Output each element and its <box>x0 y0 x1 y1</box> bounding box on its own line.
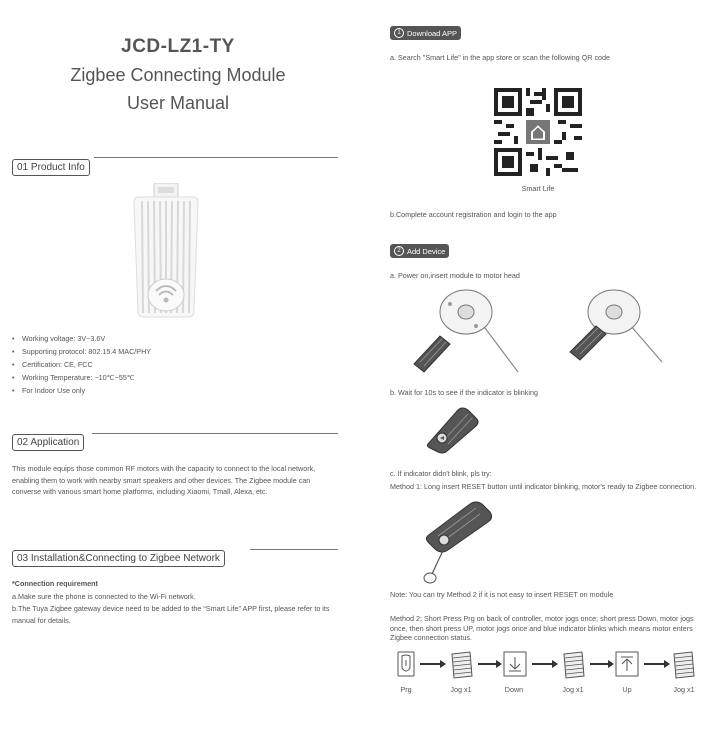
motor-jog-icon <box>564 652 584 678</box>
section-divider <box>250 549 338 550</box>
arrow-icon <box>420 660 446 668</box>
add-device-step-b: b. Wait for 10s to see if the indicator is blinking <box>390 388 538 397</box>
arrow-icon <box>532 660 558 668</box>
download-app-pill <box>390 26 461 40</box>
manual-subtitle: Zigbee Connecting Module <box>70 65 286 85</box>
download-step-b: b.Complete account registration and login to the app <box>390 210 557 219</box>
up-button-icon <box>616 652 638 676</box>
method-1-text: Method 1: Long insert RESET button until indicator blinking, motor's ready to Zigbee connection. <box>390 482 697 491</box>
add-device-label: Add Device <box>407 246 446 256</box>
sequence-label-down: Down <box>504 685 524 694</box>
connection-line-b: b.The Tuya Zigbee gateway device need to be added to the “Smart Life” APP first, please refer to its manual for details. <box>12 604 330 625</box>
section-product-info-heading: 01 Product Info <box>12 159 90 176</box>
add-device-step-c: c. If indicator didn't blink, pls try: <box>390 469 492 478</box>
qr-code-image <box>494 88 582 176</box>
sequence-label-up: Up <box>622 685 632 694</box>
spec-item: • For Indoor Use only <box>12 384 151 397</box>
connection-heading: *Connection requirement <box>12 579 98 588</box>
zigbee-module-image <box>128 183 204 319</box>
section-divider <box>94 157 338 158</box>
product-specs-list <box>12 332 151 397</box>
reset-pin-image <box>414 500 498 586</box>
add-device-pill <box>390 244 449 258</box>
sequence-label-jog: Jog x1 <box>562 685 584 694</box>
qr-caption: Smart Life <box>521 184 555 193</box>
motor-head-image <box>406 286 526 382</box>
section-application-heading: 02 Application <box>12 434 84 451</box>
step-number-badge: 1 <box>394 28 404 38</box>
arrow-icon <box>590 660 614 668</box>
sequence-label-jog: Jog x1 <box>673 685 695 694</box>
section-divider <box>92 433 338 434</box>
download-app-label: Download APP <box>407 28 458 38</box>
spec-item: • Supporting protocol: 802.15.4 MAC/PHY <box>12 345 151 358</box>
download-step-a: a. Search "Smart Life" in the app store or scan the following QR code <box>390 53 611 62</box>
spec-item: • Certification: CE, FCC <box>12 358 151 371</box>
sequence-label-jog: Jog x1 <box>450 685 472 694</box>
arrow-icon <box>644 660 670 668</box>
motor-head-inserted-image <box>566 286 666 368</box>
prg-button-icon <box>398 652 414 676</box>
add-device-step-a: a. Power on,insert module to motor head <box>390 271 520 280</box>
manual-title: JCD-LZ1-TY <box>121 36 235 57</box>
method-2-sequence-diagram <box>396 650 696 680</box>
section-installation-heading: 03 Installation&Connecting to Zigbee Network <box>12 550 225 567</box>
method-2-text: Method 2: Short Press Prg on back of controller, motor jogs once; short press Down, motor jogs once, then short press UP, motor jogs once and blue indicator blinks which means motor enters Zigbee connection status. <box>390 614 694 642</box>
indicator-blinking-image <box>424 404 484 454</box>
application-text: This module equips those common RF motors with the capacity to connect to the local network, enabling them to work with nearby smart speakers and other devices. The Zigbee module can converse with various smart home platforms, including Xiaomi, Tmall, Alexa, etc. <box>12 464 316 496</box>
method-2-note: Note: You can try Method 2 if it is not easy to insert RESET on module <box>390 590 614 599</box>
arrow-icon <box>478 660 502 668</box>
sequence-label-prg: Prg <box>400 685 412 694</box>
step-number-badge: 2 <box>394 246 404 256</box>
down-button-icon <box>504 652 526 676</box>
motor-jog-icon <box>674 652 694 678</box>
spec-item: • Working voltage: 3V~3.6V <box>12 332 151 345</box>
spec-item: • Working Temperature: −10℃~55℃ <box>12 371 151 384</box>
manual-subtitle-2: User Manual <box>126 93 230 113</box>
connection-line-a: a.Make sure the phone is connected to the Wi-Fi network. <box>12 592 196 601</box>
motor-jog-icon <box>452 652 472 678</box>
